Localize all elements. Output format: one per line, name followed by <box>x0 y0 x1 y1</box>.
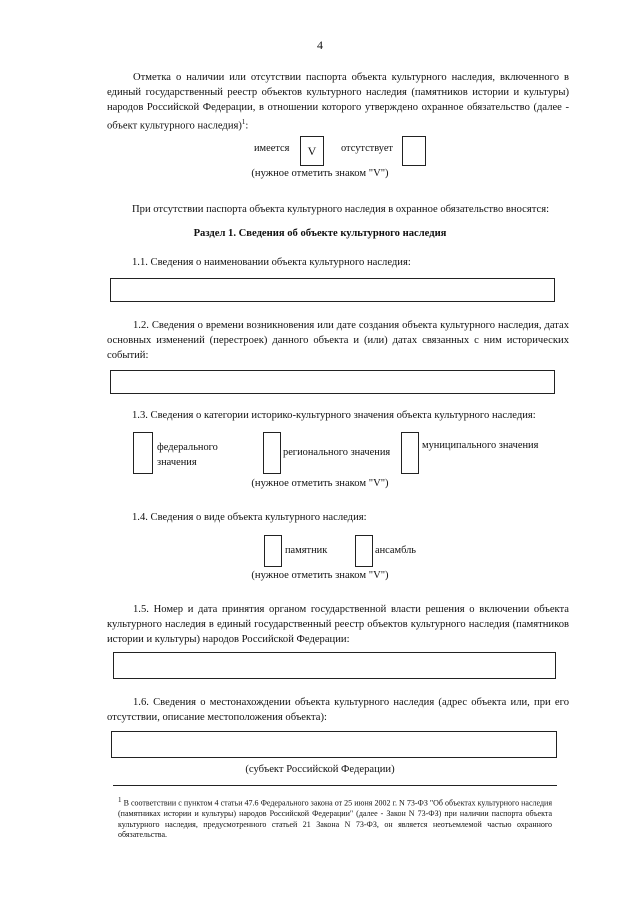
category-federal-checkbox[interactable] <box>133 432 153 474</box>
category-regional-checkbox[interactable] <box>263 432 281 474</box>
intro-paragraph <box>107 70 569 134</box>
item-1-2-label: 1.2. Сведения о времени возникновения или дате создания объекта культурного наследия, датах основных изменений (перестроек) данного объекта и (или) датах связанных с ним исторических событий: <box>107 320 569 361</box>
category-municipal-checkbox[interactable] <box>401 432 419 474</box>
category-federal-label: федерального значения <box>157 442 218 468</box>
category-regional-label: регионального значения <box>283 447 391 458</box>
item-1-5-label: 1.5. Номер и дата принятия органом государственной власти решения о включении объекта культурного наследия в единый государственный реестр объектов культурного наследия (памятников истории и культуры) народов Российской Федерации: <box>107 604 569 645</box>
kind-hint: (нужное отметить знаком "V") <box>251 570 389 581</box>
intro-text: Отметка о наличии или отсутствии паспорта объекта культурного наследия, включенного в единый государственный реестр объектов культурного наследия (памятников истории и культуры) народов Российской Федерации, в отношении которого утверждено охранное обязательство (далее - объект культурного наследия) <box>107 72 569 132</box>
kind-monument-checkbox[interactable] <box>264 535 282 567</box>
subject-caption: (субъект Российской Федерации) <box>245 764 395 775</box>
item-1-6-field[interactable] <box>111 731 557 758</box>
footnote-mark: 1 <box>118 796 122 804</box>
footnote-reference: 1 <box>241 118 246 126</box>
item-1-1-label: 1.1. Сведения о наименовании объекта культурного наследия: <box>132 257 411 268</box>
category-municipal-label: муниципального значения <box>422 440 539 451</box>
footnote-separator <box>113 785 557 786</box>
passport-has-checkbox[interactable]: V <box>300 136 324 166</box>
kind-ensemble-checkbox[interactable] <box>355 535 373 567</box>
kind-monument-label: памятник <box>285 545 328 556</box>
passport-absent-checkbox[interactable] <box>402 136 426 166</box>
item-1-3-label: 1.3. Сведения о категории историко-культурного значения объекта культурного наследия: <box>132 410 536 421</box>
item-1-5-field[interactable] <box>113 652 556 679</box>
passport-absent-label: отсутствует <box>341 143 393 154</box>
passport-hint: (нужное отметить знаком "V") <box>251 168 389 179</box>
passport-has-label: имеется <box>254 143 290 154</box>
section1-title: Раздел 1. Сведения об объекте культурного наследия <box>193 228 447 239</box>
item-1-4-label: 1.4. Сведения о виде объекта культурного наследия: <box>132 512 367 523</box>
note-absent-passport: При отсутствии паспорта объекта культурного наследия в охранное обязательство вносятся: <box>132 204 550 215</box>
item-1-1-field[interactable] <box>110 278 555 302</box>
item-1-2-field[interactable] <box>110 370 555 394</box>
footnote <box>118 795 552 841</box>
item-1-6-label: 1.6. Сведения о местонахождении объекта культурного наследия (адрес объекта или, при его отсутствии, описание местоположения объекта): <box>107 697 569 723</box>
footnote-text: В соответствии с пунктом 4 статьи 47.6 Федерального закона от 25 июня 2002 г. N 73-ФЗ "Об объектах культурного наследия (памятниках истории и культуры) народов Российской Федерации" (далее - Закон N 73-ФЗ) при наличии паспорта объекта культурного наследия, предусмотренного статьей 21 Закона N 73-ФЗ, он является неотъемлемой частью охранного обязательства. <box>118 798 553 840</box>
page-number: 4 <box>317 38 323 52</box>
kind-ensemble-label: ансамбль <box>375 545 417 556</box>
category-hint: (нужное отметить знаком "V") <box>251 478 389 489</box>
intro-colon: : <box>245 120 249 132</box>
